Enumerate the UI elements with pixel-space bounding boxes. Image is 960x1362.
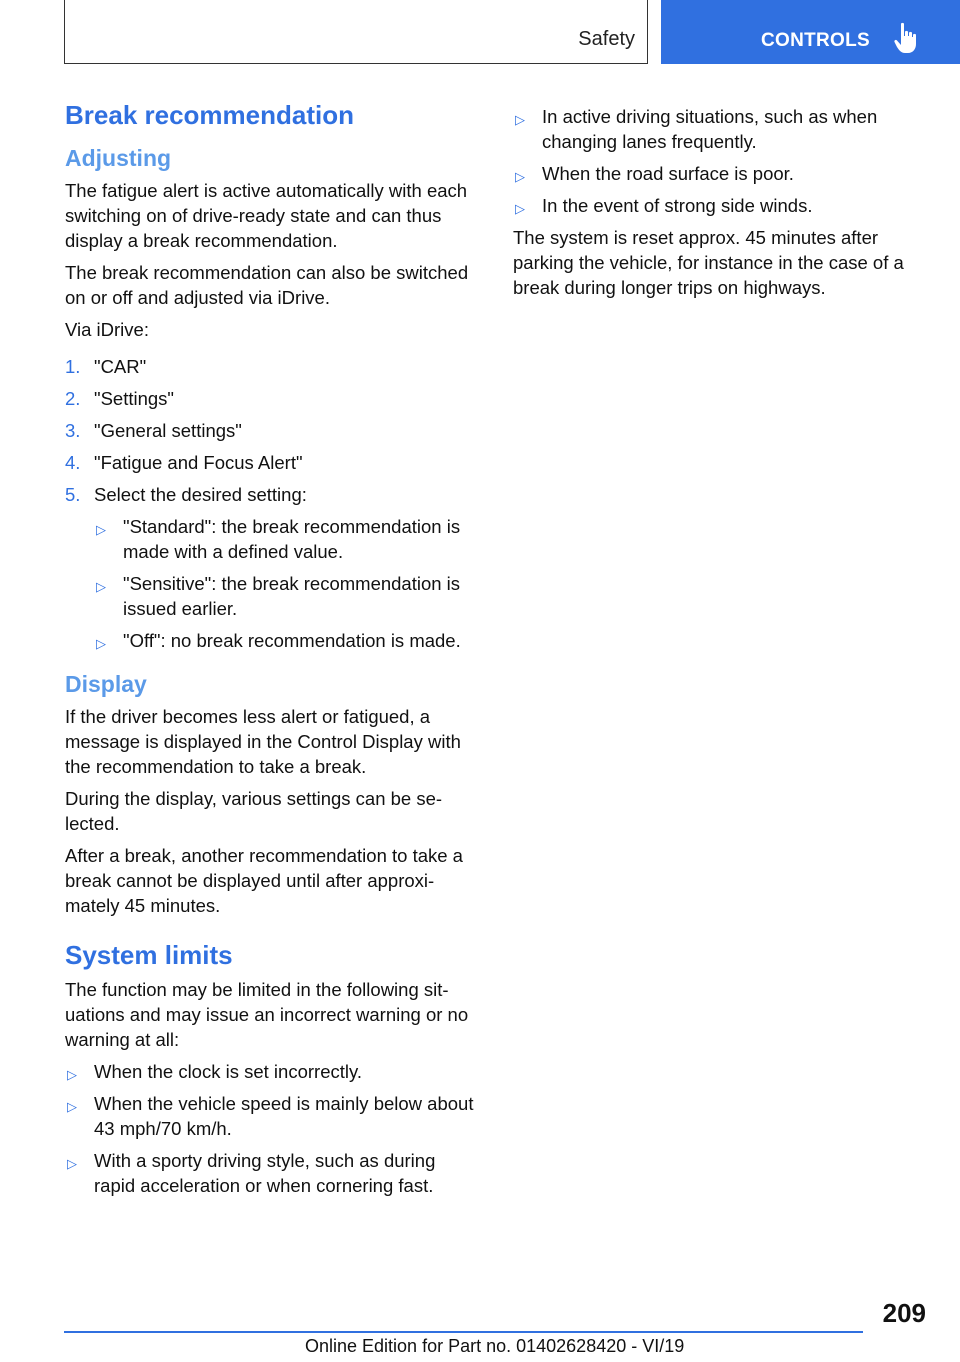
triangle-bullet-icon: ▷	[67, 1156, 77, 1171]
list-item	[94, 628, 480, 653]
system-limits-list	[65, 1059, 480, 1198]
triangle-bullet-icon: ▷	[515, 201, 525, 216]
setting-options-list	[94, 514, 480, 653]
idrive-steps-list	[65, 354, 480, 653]
step-number: 3.	[65, 420, 81, 441]
step-text: "Settings"	[94, 388, 174, 409]
list-item	[65, 1091, 480, 1141]
list-item	[513, 104, 913, 154]
bullet-text: When the road surface is poor.	[542, 163, 794, 184]
section-label: Safety	[578, 28, 635, 50]
display-paragraph-3: After a break, another recommendation to take a break cannot be displayed until after approximately 45 minutes.	[65, 845, 463, 916]
triangle-bullet-icon: ▷	[96, 579, 106, 594]
list-item	[65, 1148, 480, 1198]
triangle-bullet-icon: ▷	[96, 522, 106, 537]
option-text: "Standard": the break recommendation is made with a defined value.	[123, 516, 461, 562]
header-chapter-tab	[661, 0, 960, 64]
option-text: "Off": no break recommendation is made.	[123, 630, 461, 651]
option-text: "Sensitive": the break recommendation is issued earlier.	[123, 573, 461, 619]
triangle-bullet-icon: ▷	[67, 1099, 77, 1114]
step-number: 5.	[65, 484, 81, 505]
triangle-bullet-icon: ▷	[96, 636, 106, 651]
step-text: "General settings"	[94, 420, 242, 441]
display-heading: Display	[65, 671, 147, 697]
footer-divider	[64, 1331, 863, 1333]
adjusting-heading: Adjusting	[65, 145, 172, 171]
list-item	[65, 1059, 480, 1084]
right-column	[513, 104, 913, 307]
list-item	[65, 482, 480, 653]
display-paragraph-2: During the display, various settings can be selected.	[65, 788, 443, 834]
adjusting-paragraph-1: The fatigue alert is active automatically with each switching on of drive-ready state and can thus display a break recommendation.	[65, 180, 468, 251]
pointing-hand-icon	[894, 22, 920, 54]
step-text: "Fatigue and Focus Alert"	[94, 452, 303, 473]
bullet-text: When the clock is set incorrectly.	[94, 1061, 362, 1082]
bullet-text: When the vehicle speed is mainly below about 43 mph/70 km/h.	[94, 1093, 474, 1139]
chapter-label: CONTROLS	[761, 30, 871, 51]
step-number: 1.	[65, 356, 81, 377]
list-item	[94, 514, 480, 564]
header-section-tab	[64, 0, 648, 64]
system-limits-list-continued	[513, 104, 913, 218]
list-item	[65, 450, 480, 475]
left-column	[65, 100, 480, 1205]
page-title: Break recommendation	[65, 100, 354, 130]
edition-text: Online Edition for Part no. 01402628420 - VI/19	[305, 1336, 685, 1356]
page-number: 209	[882, 1298, 926, 1328]
list-item	[65, 354, 480, 379]
reset-paragraph: The system is reset approx. 45 minutes after parking the vehicle, for instance in the case of a break during longer trips on highways.	[513, 227, 904, 298]
list-item	[94, 571, 480, 621]
list-item	[513, 161, 913, 186]
triangle-bullet-icon: ▷	[515, 112, 525, 127]
step-text: Select the desired setting:	[94, 484, 307, 505]
list-item	[513, 193, 913, 218]
system-limits-paragraph: The function may be limited in the following situations and may issue an incorrect warning or no warning at all:	[65, 979, 469, 1050]
step-text: "CAR"	[94, 356, 147, 377]
bullet-text: In the event of strong side winds.	[542, 195, 813, 216]
step-number: 2.	[65, 388, 81, 409]
list-item	[65, 418, 480, 443]
step-number: 4.	[65, 452, 81, 473]
system-limits-heading: System limits	[65, 940, 233, 970]
bullet-text: In active driving situations, such as when changing lanes frequently.	[542, 106, 878, 152]
adjusting-paragraph-2: The break recommendation can also be switched on or off and adjusted via iDrive.	[65, 262, 469, 308]
triangle-bullet-icon: ▷	[67, 1067, 77, 1082]
adjusting-paragraph-3: Via iDrive:	[65, 319, 149, 340]
display-paragraph-1: If the driver becomes less alert or fatigued, a message is displayed in the Control Display with the recommendation to take a break.	[65, 706, 461, 777]
triangle-bullet-icon: ▷	[515, 169, 525, 184]
list-item	[65, 386, 480, 411]
bullet-text: With a sporty driving style, such as during rapid acceleration or when cornering fast.	[94, 1150, 436, 1196]
